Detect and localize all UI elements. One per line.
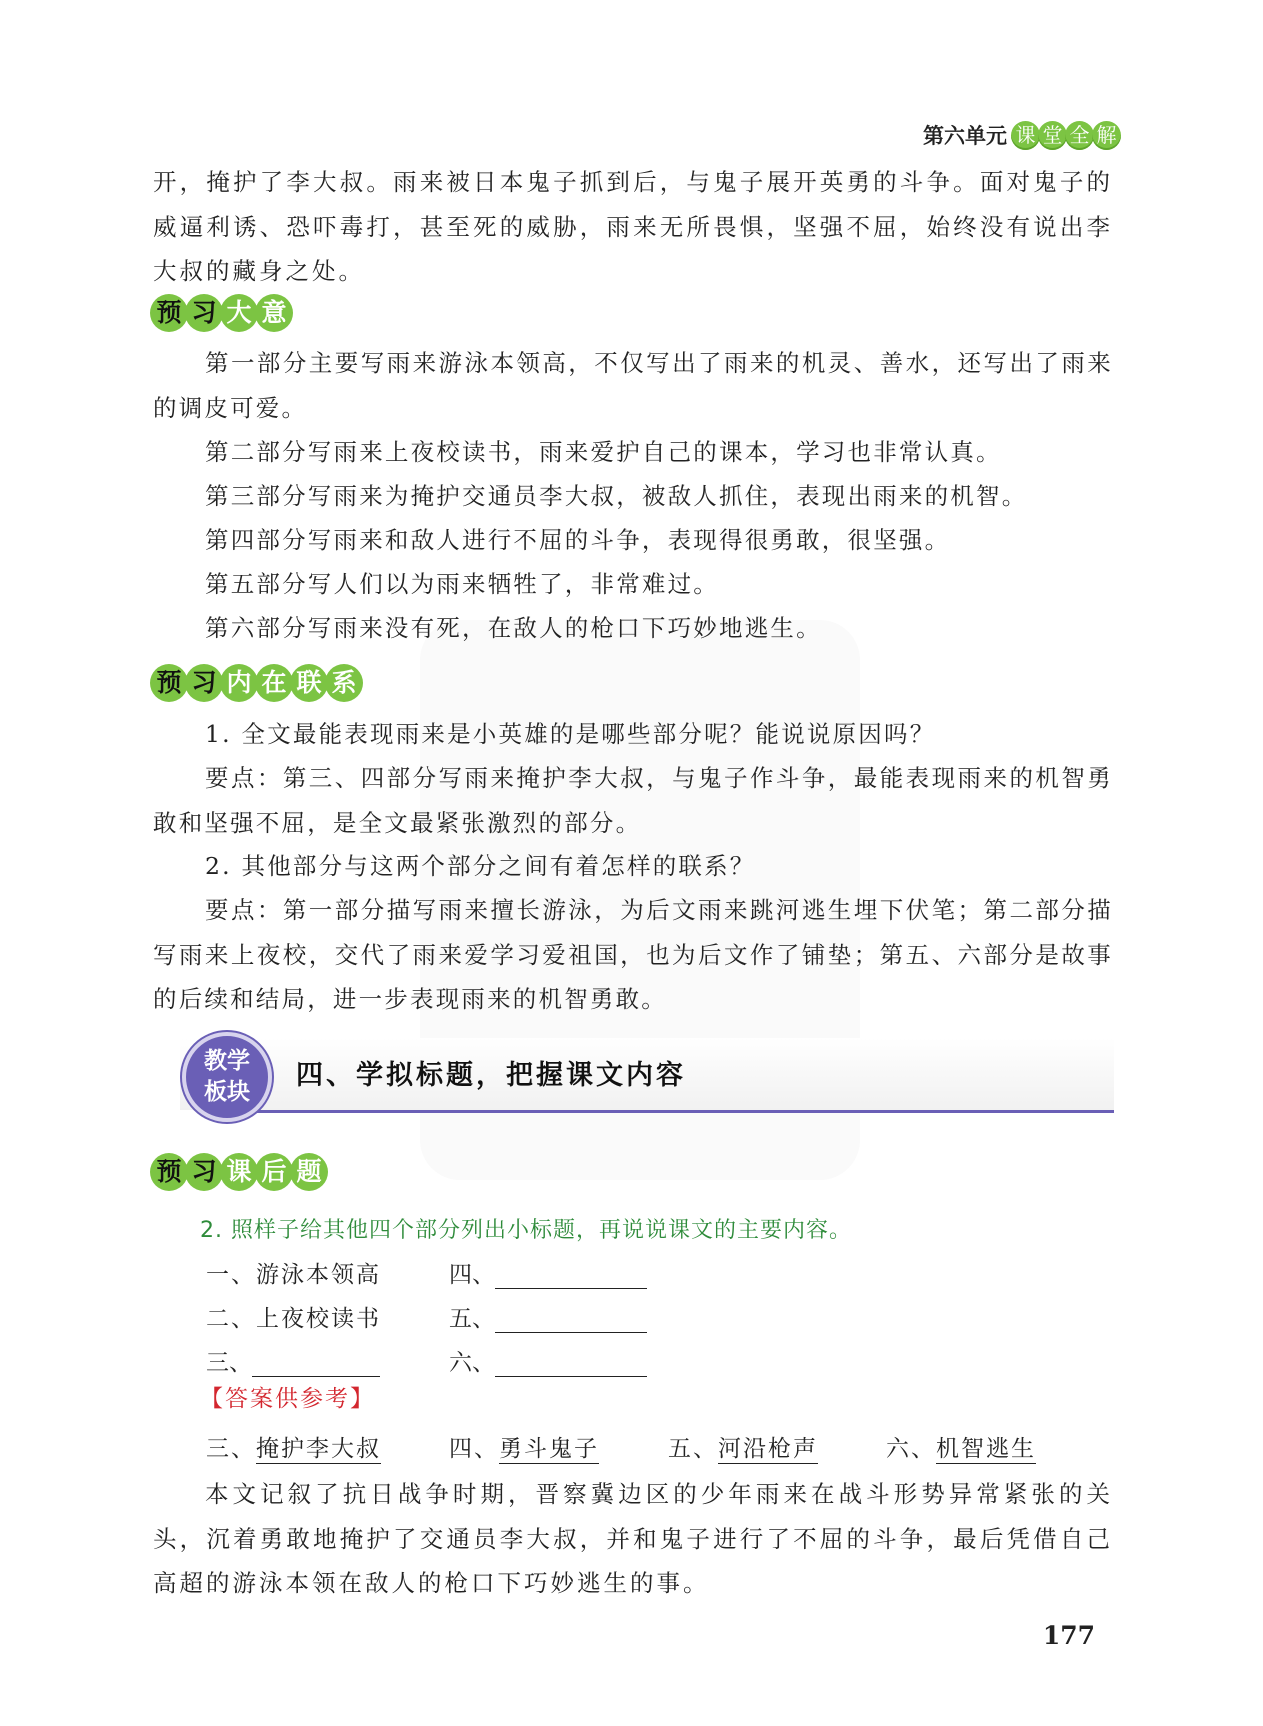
item-one: 一、游泳本领高 [206,1262,381,1288]
answer-num: 六、 [886,1436,936,1462]
answer-four [449,1430,599,1463]
tag-char: 课 [220,1153,258,1191]
tag-char: 意 [255,294,293,332]
banner-title: 四、学拟标题，把握课文内容 [296,1060,686,1091]
tag-char: 习 [185,1153,223,1191]
tag-char: 习 [185,664,223,702]
answer-text: 掩护李大叔 [256,1436,381,1462]
exercise-question: 2. 照样子给其他四个部分列出小标题，再说说课文的主要内容。 [200,1218,852,1243]
summary-paragraph-1: 第一部分主要写雨来游泳本领高，不仅写出了雨来的机灵、善水，还写出了雨来的调皮可爱。 [153,349,1113,422]
series-title [1013,121,1121,150]
section-tag-after-class-questions [150,1153,325,1191]
tag-char: 联 [290,664,328,702]
item-six [449,1344,647,1377]
item-three-label: 三、 [206,1350,252,1376]
tag-char: 预 [150,1153,188,1191]
blank-line [495,1350,647,1377]
item-six-label: 六、 [449,1350,495,1376]
connection-question-1: 1. 全文最能表现雨来是小英雄的是哪些部分呢？能说说原因吗？ [205,720,936,748]
summary-paragraph-2: 第二部分写雨来上夜校读书，雨来爱护自己的课本，学习也非常认真。 [205,438,1002,466]
teaching-block-badge [182,1032,272,1122]
answer-text: 勇斗鬼子 [499,1436,599,1462]
tag-char: 题 [290,1153,328,1191]
item-five-label: 五、 [449,1306,495,1332]
answer-six [886,1430,1036,1463]
item-two: 二、上夜校读书 [206,1306,381,1332]
answer-text: 机智逃生 [936,1436,1036,1462]
teaching-block-banner [150,1028,1114,1126]
unit-label: 第六单元 [923,124,1007,148]
tag-char: 习 [185,294,223,332]
series-char: 全 [1065,121,1094,150]
connection-answer-2: 要点：第一部分描写雨来擅长游泳，为后文雨来跳河逃生埋下伏笔；第二部分描写雨来上夜校，交代了雨来爱学习爱祖国，也为后文作了铺垫；第五、六部分是故事的后续和结局，进一步表现雨来的机智勇敢。 [153,896,1113,1013]
item-four [449,1256,647,1289]
blank-line [495,1306,647,1333]
series-char: 解 [1092,121,1121,150]
connection-answer-1: 要点：第三、四部分写雨来掩护李大叔，与鬼子作斗争，最能表现雨来的机智勇敢和坚强不屈，是全文最紧张激烈的部分。 [153,764,1113,837]
blank-line [495,1262,647,1289]
tag-char: 系 [325,664,363,702]
section-tag-preview-summary [150,294,290,332]
running-header [923,120,1121,150]
answer-label: 【答案供参考】 [200,1386,375,1412]
answer-num: 五、 [668,1436,718,1462]
tag-char: 预 [150,294,188,332]
summary-paragraph-4: 第四部分写雨来和敌人进行不屈的斗争，表现得很勇敢，很坚强。 [205,526,951,554]
tag-char: 后 [255,1153,293,1191]
summary-paragraph-3: 第三部分写雨来为掩护交通员李大叔，被敌人抓住，表现出雨来的机智。 [205,482,1028,510]
answer-five [668,1430,818,1463]
answer-three [206,1430,381,1463]
tag-char: 在 [255,664,293,702]
item-three [206,1344,380,1377]
series-char: 堂 [1038,121,1067,150]
connection-question-2: 2. 其他部分与这两个部分之间有着怎样的联系？ [205,852,756,880]
blank-line [252,1350,380,1377]
badge-line-2: 板块 [204,1079,250,1105]
intro-paragraph: 开，掩护了李大叔。雨来被日本鬼子抓到后，与鬼子展开英勇的斗争。面对鬼子的威逼利诱、恐吓毒打，甚至死的威胁，雨来无所畏惧，坚强不屈，始终没有说出李大叔的藏身之处。 [153,168,1113,285]
summary-paragraph-5: 第五部分写人们以为雨来牺牲了，非常难过。 [205,570,719,598]
tag-char: 预 [150,664,188,702]
item-four-label: 四、 [449,1262,495,1288]
summary-paragraph-6: 第六部分写雨来没有死，在敌人的枪口下巧妙地逃生。 [205,614,822,642]
badge-line-1: 教学 [204,1048,250,1074]
section-tag-inner-connection [150,664,360,702]
main-content-summary: 本文记叙了抗日战争时期，晋察冀边区的少年雨来在战斗形势异常紧张的关头，沉着勇敢地掩护了交通员李大叔，并和鬼子进行了不屈的斗争，最后凭借自己高超的游泳本领在敌人的枪口下巧妙逃生的事。 [153,1480,1113,1597]
series-char: 课 [1011,121,1040,150]
answer-num: 三、 [206,1436,256,1462]
tag-char: 内 [220,664,258,702]
tag-char: 大 [220,294,258,332]
answer-text: 河沿枪声 [718,1436,818,1462]
banner-rule [210,1110,1114,1113]
page-number: 177 [1042,1621,1095,1650]
answer-num: 四、 [449,1436,499,1462]
item-five [449,1300,647,1333]
